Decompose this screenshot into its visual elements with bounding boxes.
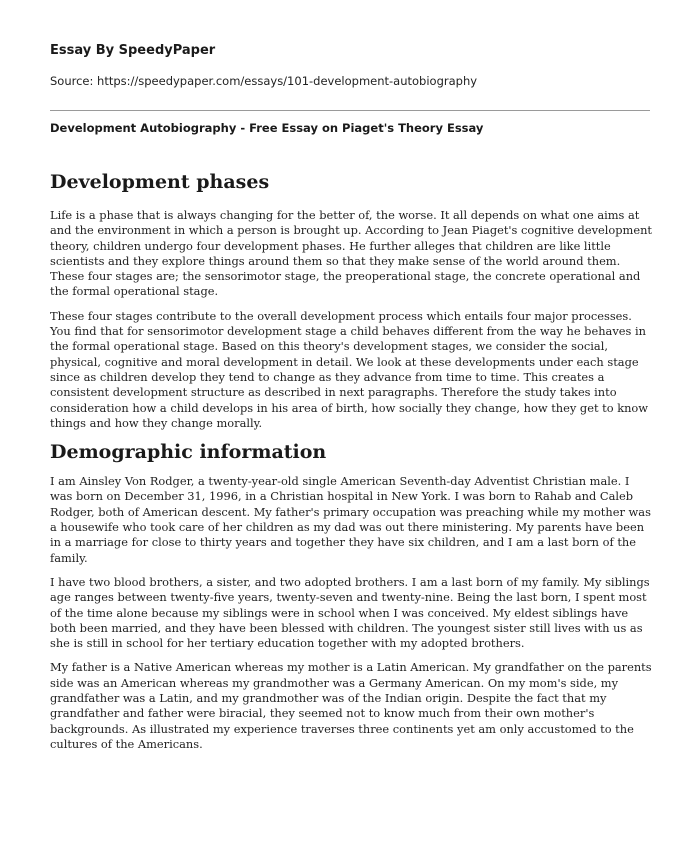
document-title: Development Autobiography - Free Essay on Piaget's Theory Essay — [50, 121, 484, 135]
source-line: Source: https://speedypaper.com/essays/101-development-autobiography — [50, 74, 478, 88]
paragraph: My father is a Native American whereas my mother is a Latin American. My grandfather on the parents side was an American whereas my grandmother was a Germany American. On my mom's side, my grandfather was a Latin, and my grandmother was of the Indian origin. Despite the fact that my grandfather and father were biracial, they seemed not to know much from their own mother's backgrounds. As illustrated my experience traverses three continents yet am only accustomed to the cultures of the Americans. — [50, 660, 652, 751]
brand-header: Essay By SpeedyPaper — [50, 43, 216, 58]
section-heading-development-phases: Development phases — [50, 171, 270, 193]
essay-body — [50, 170, 652, 761]
paragraph: Life is a phase that is always changing for the better of, the worse. It all depends on what one aims at and the environment in which a person is brought up. According to Jean Piaget's cognitive development theory, children undergo four development phases. He further alleges that children are like little scientists and they explore things around them so that they make sense of the world around them. These four stages are; the sensorimotor stage, the preoperational stage, the concrete operational and the formal operational stage. — [50, 208, 653, 299]
paragraph: I have two blood brothers, a sister, and two adopted brothers. I am a last born of my family. My siblings age ranges between twenty-five years, twenty-seven and twenty-nine. Being the last born, I spent most of the time alone because my siblings were in school when I was conceived. My eldest siblings have both been married, and they have been blessed with children. The youngest sister still lives with us as she is still in school for her tertiary education together with my adopted brothers. — [50, 574, 650, 651]
paragraph: I am Ainsley Von Rodger, a twenty-year-old single American Seventh-day Adventist Christian male. I was born on December 31, 1996, in a Christian hospital in New York. I was born to Rahab and Caleb Rodger, both of American descent. My father's primary occupation was preaching while my mother was a housewife who took care of her children as my dad was out there ministering. My parents have been in a marriage for close to thirty years and together they have six children, and I am a last born of the family. — [50, 474, 651, 565]
header-divider — [50, 110, 650, 111]
paragraph: These four stages contribute to the overall development process which entails four major processes. You find that for sensorimotor development stage a child behaves different from the way he behaves in the formal operational stage. Based on this theory's development stages, we consider the social, physical, cognitive and moral development in detail. We look at these developments under each stage since as children develop they tend to change as they advance from time to time. This creates a consistent development structure as described in next paragraphs. Therefore the study takes into consideration how a child develops in his area of birth, how socially they change, how they get to know things and how they change morally. — [50, 308, 649, 430]
section-heading-demographic-information: Demographic information — [50, 441, 327, 464]
